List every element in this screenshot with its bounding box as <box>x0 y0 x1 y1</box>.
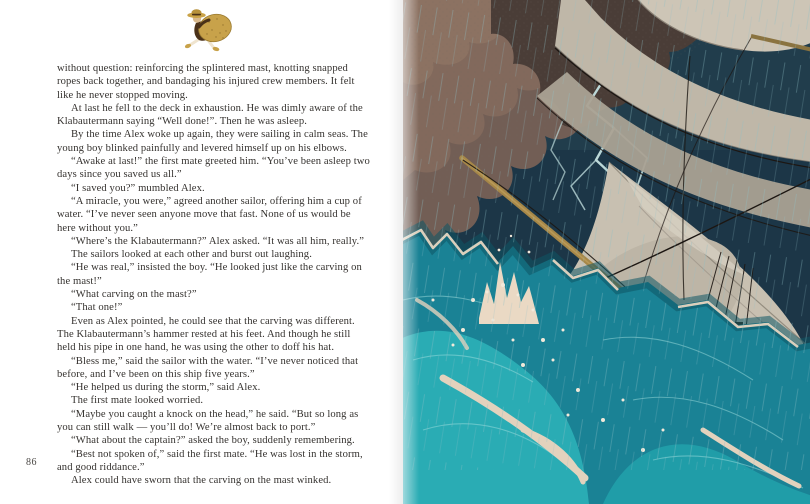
story-paragraph: “He helped us during the storm,” said Alex. <box>71 382 261 394</box>
story-paragraph: “Maybe you caught a knock on the head,” he said. “But so long as you can still walk — you’ll do! We’re almost back to port.” <box>57 408 359 434</box>
story-paragraph: By the time Alex woke up again, they were sailing in calm seas. The young boy blinked painfully and levered himself up on his elbows. <box>57 129 368 154</box>
story-paragraph: “Awake at last!” the first mate greeted him. “You’ve been asleep two days since you saved us all.” <box>57 156 370 181</box>
story-paragraph: The sailors looked at each other and burst out laughing. <box>71 249 312 261</box>
story-paragraph: “What about the captain?” asked the boy, suddenly remembering. <box>71 435 355 447</box>
story-paragraph: without question: reinforcing the splintered mast, knotting snapped ropes back together, and bandaging his injured crew members. It felt like he never stopped moving. <box>57 63 355 101</box>
left-page <box>0 0 403 504</box>
running-klabautermann-icon <box>181 7 239 53</box>
story-paragraph: Even as Alex pointed, he could see that the carving was different. The Klabautermann’s hammer rested at his feet. And though he still held his pipe in one hand, he was using the other to doff his hat. <box>57 315 355 354</box>
story-paragraph: Alex could have sworn that the carving on the mast winked. <box>71 475 332 487</box>
story-paragraph: “A miracle, you were,” agreed another sailor, offering him a cup of water. “I’ve never seen anyone move that fast. None of us would be here without you.” <box>57 195 362 234</box>
story-paragraph: “Bless me,” said the sailor with the water. “I’ve never noticed that before, and I’ve been on this ship five years.” <box>57 355 359 380</box>
storm-illustration <box>403 0 810 504</box>
story-paragraph: “I saved you?” mumbled Alex. <box>71 182 205 194</box>
story-paragraph: “Best not spoken of,” said the first mate. “He was lost in the storm, and good riddance.” <box>57 448 363 473</box>
story-paragraph: “He was real,” insisted the boy. “He looked just like the carving on the mast!” <box>57 262 362 287</box>
story-paragraph: “That one!” <box>71 302 123 314</box>
story-paragraph: The first mate looked worried. <box>71 395 204 407</box>
story-paragraph: “What carving on the mast?” <box>71 289 197 301</box>
story-paragraph: At last he fell to the deck in exhaustion. He was dimly aware of the Klabautermann saying “Well done!”. Then he was asleep. <box>57 102 363 128</box>
rain-overlay <box>403 0 810 470</box>
story-text <box>57 62 370 488</box>
story-paragraph: “Where’s the Klabautermann?” Alex asked. “It was all him, really.” <box>71 235 364 247</box>
page-gutter-shadow <box>389 0 403 504</box>
page-number: 86 <box>26 457 37 468</box>
